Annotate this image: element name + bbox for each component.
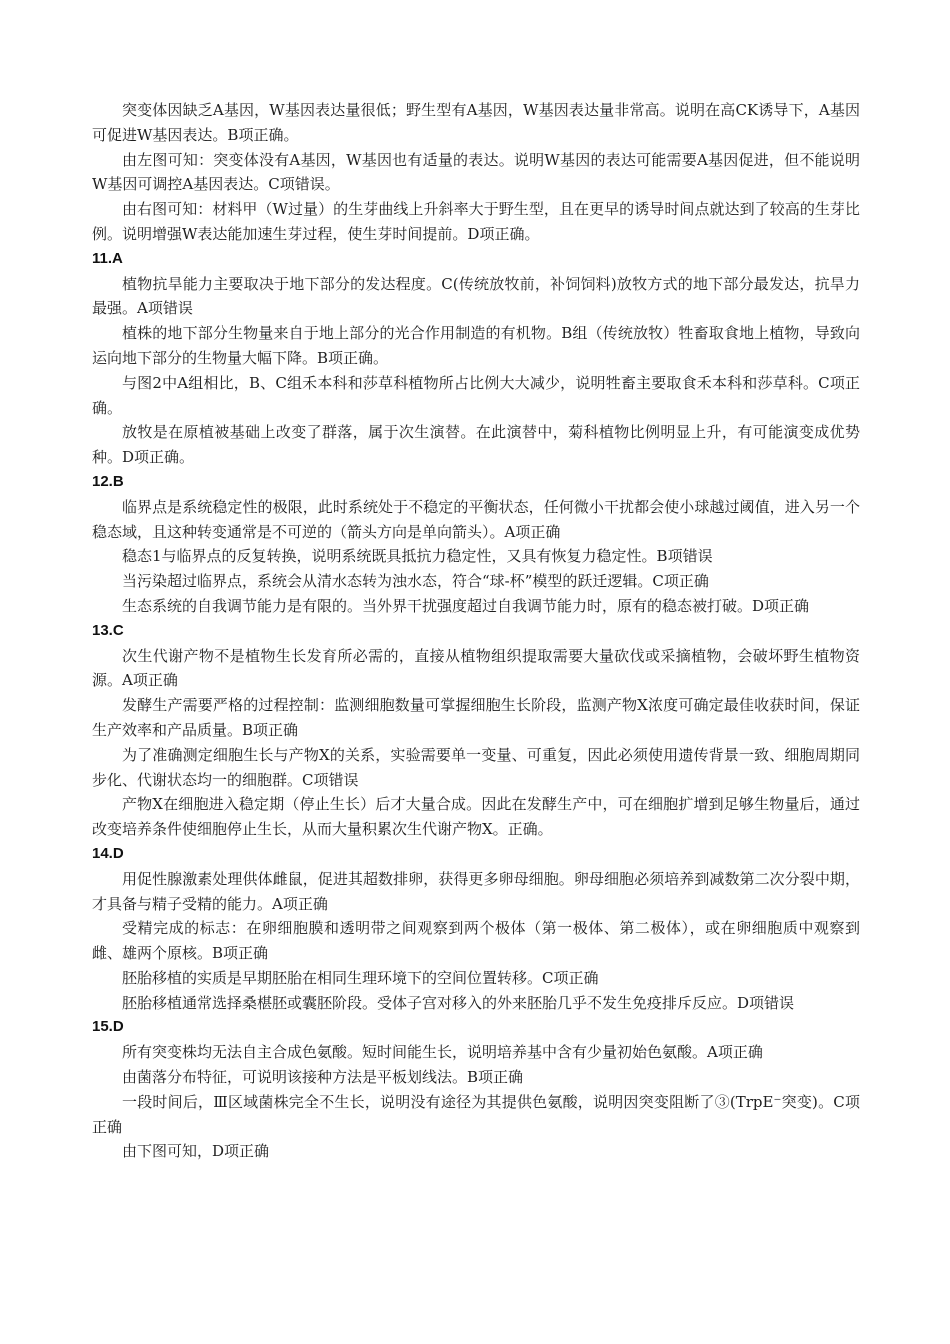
answer-paragraph: 临界点是系统稳定性的极限，此时系统处于不稳定的平衡状态，任何微小干扰都会使小球越过阈值，进入另一个稳态域，且这种转变通常是不可逆的（箭头方向是单向箭头）。A项正确 (92, 497, 860, 541)
intro-paragraph: 由右图可知：材料甲（W过量）的生芽曲线上升斜率大于野生型，且在更早的诱导时间点就达到了较高的生芽比例。说明增强W表达能加速生芽过程，使生芽时间提前。D项正确。 (92, 200, 860, 243)
question-heading: 15.D (92, 1018, 124, 1036)
answer-paragraph: 发酵生产需要严格的过程控制：监测细胞数量可掌握细胞生长阶段，监测产物X浓度可确定最佳收获时间，保证生产效率和产品质量。B项正确 (92, 696, 860, 739)
question-heading: 13.C (92, 621, 124, 639)
answer-paragraph: 一段时间后，Ⅲ区域菌株完全不生长，说明没有途径为其提供色氨酸，说明因突变阻断了③(TrpE⁻突变)。C项正确 (92, 1092, 860, 1136)
answer-paragraph: 受精完成的标志：在卵细胞膜和透明带之间观察到两个极体（第一极体、第二极体），或在卵细胞质中观察到雌、雄两个原核。B项正确 (92, 919, 860, 963)
intro-paragraph: 由左图可知：突变体没有A基因，W基因也有适量的表达。说明W基因的表达可能需要A基因促进，但不能说明W基因可调控A基因表达。C项错误。 (92, 150, 860, 194)
answer-paragraph: 由菌落分布特征，可说明该接种方法是平板划线法。B项正确 (122, 1068, 524, 1087)
question-heading: 11.A (92, 249, 123, 267)
answer-paragraph: 稳态1与临界点的反复转换，说明系统既具抵抗力稳定性，又具有恢复力稳定性。B项错误 (122, 547, 713, 566)
question-13-section (92, 619, 860, 842)
answer-paragraph: 用促性腺激素处理供体雌鼠，促进其超数排卵，获得更多卵母细胞。卵母细胞必须培养到减数第二次分裂中期，才具备与精子受精的能力。A项正确 (92, 869, 860, 913)
answer-paragraph: 植株的地下部分生物量来自于地上部分的光合作用制造的有机物。B组（传统放牧）牲畜取食地上植物，导致向运向地下部分的生物量大幅下降。B项正确。 (92, 324, 860, 367)
answer-paragraph: 产物X在细胞进入稳定期（停止生长）后才大量合成。因此在发酵生产中，可在细胞扩增到足够生物量后，通过改变培养条件使细胞停止生长，从而大量积累次生代谢产物X。正确。 (92, 795, 860, 839)
question-heading: 12.B (92, 472, 124, 490)
answer-paragraph: 次生代谢产物不是植物生长发育所必需的，直接从植物组织提取需要大量砍伐或采摘植物，会破坏野生植物资源。A项正确 (92, 646, 860, 690)
answer-paragraph: 为了准确测定细胞生长与产物X的关系，实验需要单一变量、可重复，因此必须使用遗传背景一致、细胞周期同步化、代谢状态均一的细胞群。C项错误 (92, 745, 860, 789)
answer-paragraph: 放牧是在原植被基础上改变了群落，属于次生演替。在此演替中，菊科植物比例明显上升，有可能演变成优势种。D项正确。 (92, 423, 860, 467)
answer-paragraph: 与图2中A组相比，B、C组禾本科和莎草科植物所占比例大大减少，说明牲畜主要取食禾本科和莎草科。C项正确。 (92, 373, 860, 417)
answer-paragraph: 胚胎移植通常选择桑椹胚或囊胚阶段。受体子宫对移入的外来胚胎几乎不发生免疫排斥反应。D项错误 (122, 993, 795, 1012)
answer-paragraph: 由下图可知，D项正确 (122, 1142, 270, 1161)
answer-paragraph: 当污染超过临界点，系统会从清水态转为浊水态，符合“球-杯”模型的跃迁逻辑。C项正确 (122, 572, 709, 591)
question-14-section (92, 842, 860, 1016)
question-12-section (92, 470, 860, 619)
question-11-section (92, 247, 860, 470)
answer-paragraph: 植物抗旱能力主要取决于地下部分的发达程度。C(传统放牧前，补饲饲料)放牧方式的地下部分最发达，抗旱力最强。A项错误 (92, 274, 860, 318)
answer-paragraph: 胚胎移植的实质是早期胚胎在相同生理环境下的空间位置转移。C项正确 (122, 968, 599, 987)
answer-paragraph: 所有突变株均无法自主合成色氨酸。短时间能生长，说明培养基中含有少量初始色氨酸。A项正确 (122, 1043, 763, 1062)
question-15-section (92, 1015, 860, 1164)
answer-paragraph: 生态系统的自我调节能力是有限的。当外界干扰强度超过自我调节能力时，原有的稳态被打破。D项正确 (122, 596, 810, 615)
document-body (92, 98, 860, 1164)
intro-paragraph: 突变体因缺乏A基因，W基因表达量很低；野生型有A基因，W基因表达量非常高。说明在高CK诱导下，A基因可促进W基因表达。B项正确。 (92, 101, 860, 144)
question-heading: 14.D (92, 844, 124, 862)
